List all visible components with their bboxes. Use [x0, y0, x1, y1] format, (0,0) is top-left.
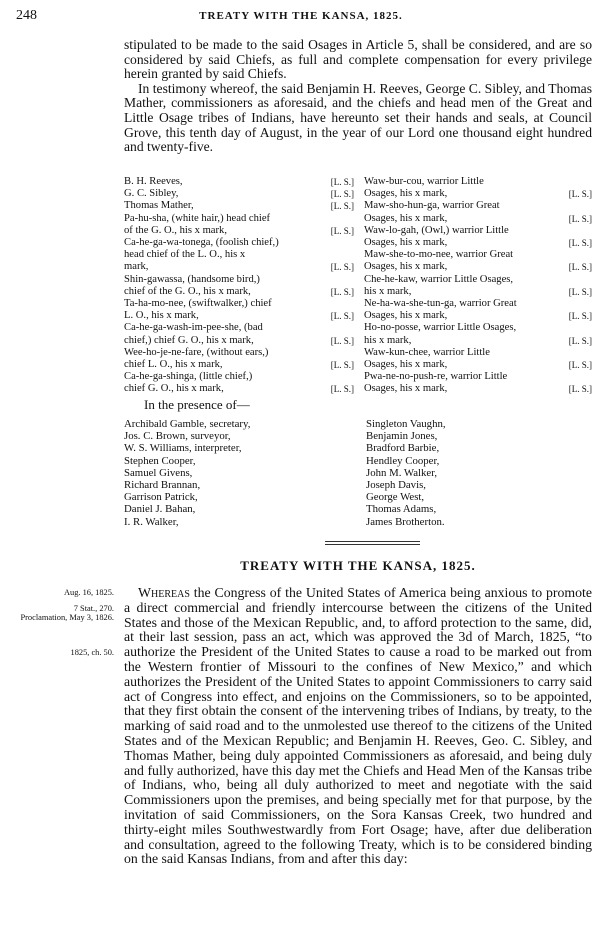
witness-name: Thomas Adams, [366, 503, 437, 516]
signature-line: Maw-she-to-mo-nee, warrior Great [364, 249, 514, 261]
presence-heading: In the presence of— [144, 397, 250, 412]
continuation-text: stipulated to be made to the said Osages in Article 5, shall be considered, and are so considered by said Chiefs, as full and complete compensation for every privilege herein granted by said Chiefs. [124, 37, 592, 82]
witness-name: Joseph Davis, [366, 479, 426, 492]
signature-line: chief,) chief G. O., his x mark, [124, 334, 254, 346]
seal-mark: [L. S.] [330, 384, 354, 395]
signature-line: Ca-he-ga-wa-tonega, (foolish chief,) [124, 237, 279, 249]
signature-line: Osages, his x mark, [364, 383, 448, 395]
signature-line: Pwa-ne-no-push-re, warrior Little [364, 371, 508, 383]
page-number: 248 [16, 8, 37, 23]
witness-name: Benjamin Jones, [366, 430, 438, 443]
signature-line: his x mark, [364, 285, 412, 297]
signature-line: of the G. O., his x mark, [124, 224, 227, 236]
signature-entry [124, 347, 354, 371]
signature-entry [364, 249, 592, 273]
signature-line: Ca-he-ga-wash-im-pee-she, (bad [124, 322, 263, 334]
section-divider [325, 541, 420, 542]
signature-entry [364, 274, 592, 298]
preamble-paragraph [124, 586, 592, 867]
signature-line: Shin-gawassa, (handsome bird,) [124, 273, 260, 285]
witness-name: Garrison Patrick, [124, 491, 198, 504]
signature-entry [364, 298, 592, 322]
signature-line: Osages, his x mark, [364, 261, 448, 273]
witness-name: George West, [366, 491, 425, 504]
seal-mark: [L. S.] [330, 177, 354, 187]
closing-paragraph [124, 38, 592, 155]
section-divider-2 [325, 544, 420, 545]
seal-mark: [L. S.] [568, 335, 592, 346]
margin-note-date: Aug. 16, 1825. [63, 588, 114, 597]
seal-mark: [L. S.] [330, 225, 354, 236]
margin-note-chapter: 1825, ch. 50. [70, 648, 114, 657]
signature-entry [364, 347, 592, 371]
signature-line: Maw-sho-hun-ga, warrior Great [364, 200, 500, 212]
witness-name: Jos. C. Brown, surveyor, [124, 430, 231, 443]
signature-entry [124, 237, 354, 274]
signature-line: B. H. Reeves, [124, 176, 183, 187]
witness-name: Daniel J. Bahan, [124, 503, 196, 516]
signature-line: L. O., his x mark, [124, 310, 199, 322]
signature-line: Osages, his x mark, [364, 188, 448, 200]
signature-line: Che-he-kaw, warrior Little Osages, [364, 273, 514, 285]
signature-line: Osages, his x mark, [364, 237, 448, 249]
testimony-text: In testimony whereof, the said Benjamin H. Reeves, George C. Sibley, and Thomas Mather, commissioners as aforesaid, and the chiefs and head men of the Great and Little Osage tribes of Indians, have hereunto set their hands and seals, at Council Grove, this tenth day of August, in the year of our Lord one thousand eight hundred and twenty-five. [124, 80, 592, 155]
signature-line: Ta-ha-mo-nee, (swiftwalker,) chief [124, 298, 272, 310]
seal-mark: [L. S.] [330, 286, 354, 297]
signature-entry [124, 371, 354, 395]
signature-entry [364, 225, 592, 249]
signature-entry [124, 188, 354, 200]
signature-line: Osages, his x mark, [364, 359, 448, 371]
witness-name: I. R. Walker, [124, 515, 179, 528]
preamble-body: the Congress of the United States of America being anxious to promote a direct commercial and friendly intercourse between the citizens of the United States and those of the Mexican Republic, and, to afford protection to the same, did, at their last session, pass an act, which was approved the 3d of March, 1825, “to authorize the President of the United States to cause a road to be marked out from the Western frontier of Missouri to the confines of New Mexico,” and which authorizes the President of the United States to appoint Commissioners to carry said act of Congress into effect, and enjoins on the Commissioners, so to be appointed, that they first obtain the consent of the intervening tribes of Indians, by treaty, to the marking of said road and to the unmolested use thereof to the citizens of the United States and of the Mexican Republic; and Benjamin H. Reeves, Geo. C. Sibley, and Thomas Mather, being duly appointed Commissioners as aforesaid, and being duly and fully authorized, have this day met the Chiefs and Head Men of the Kansas tribe of Indians, who, being all duly authorized to meet and negotiate with the said Commissioners upon the premises, and being specially met for that purpose, by the invitation of said Commissioners, on the Sora Kansas Creek, two hundred and thirty-eight miles Southwestwardly from Fort Osage; have, after due deliberation and consultation, agreed to the following Treaty, which is to be considered binding on the said Kansas Indians, from and after this day: [124, 585, 592, 867]
signature-entry [364, 371, 592, 395]
seal-mark: [L. S.] [568, 311, 592, 322]
seal-mark: [L. S.] [568, 262, 592, 273]
witnesses-left-column [124, 418, 250, 528]
seal-mark: [L. S.] [568, 360, 592, 371]
signature-line: Waw-bur-cou, warrior Little [364, 176, 484, 187]
signature-line: Ho-no-posse, warrior Little Osages, [364, 322, 517, 334]
signature-line: Pa-hu-sha, (white hair,) head chief [124, 212, 271, 224]
page-header [16, 8, 586, 26]
signature-entry [124, 200, 354, 212]
signature-line: Osages, his x mark, [364, 212, 448, 224]
signature-line: chief of the G. O., his x mark, [124, 285, 251, 297]
signature-entry [124, 213, 354, 237]
seal-mark: [L. S.] [568, 189, 592, 200]
signature-line: chief L. O., his x mark, [124, 359, 223, 371]
seal-mark: [L. S.] [330, 311, 354, 322]
witness-name: W. S. Williams, interpreter, [124, 442, 242, 455]
seal-mark: [L. S.] [330, 201, 354, 212]
signature-line: Waw-kun-chee, warrior Little [364, 346, 490, 358]
preamble-text [124, 586, 592, 867]
signature-line: Thomas Mather, [124, 200, 194, 212]
seal-mark: [L. S.] [330, 262, 354, 273]
margin-note-proclamation: Proclamation, May 3, 1826. [20, 613, 114, 622]
witness-name: Stephen Cooper, [124, 454, 196, 467]
signature-entry [124, 322, 354, 346]
treaty-title: TREATY WITH THE KANSA, 1825. [240, 558, 476, 573]
signature-line: mark, [124, 261, 149, 273]
witness-name: Archibald Gamble, secretary, [124, 418, 251, 430]
seal-mark: [L. S.] [568, 384, 592, 395]
seal-mark: [L. S.] [330, 189, 354, 200]
signature-line: Wee-ho-je-ne-fare, (without ears,) [124, 346, 269, 358]
signature-entry [364, 176, 592, 200]
signature-line: Ca-he-ga-shinga, (little chief,) [124, 371, 253, 383]
signatures-left-column [124, 176, 354, 396]
witness-name: Singleton Vaughn, [366, 418, 446, 430]
witnesses-right-column [366, 418, 446, 528]
signatures-right-column [364, 176, 592, 396]
signature-line: chief G. O., his x mark, [124, 383, 224, 395]
witness-name: Samuel Givens, [124, 466, 193, 479]
witness-name: Bradford Barbie, [366, 442, 440, 455]
signature-line: Osages, his x mark, [364, 310, 448, 322]
seal-mark: [L. S.] [568, 213, 592, 224]
signature-line: head chief of the L. O., his x [124, 249, 246, 261]
signature-entry [364, 200, 592, 224]
signature-line: Waw-lo-gah, (Owl,) warrior Little [364, 224, 509, 236]
signature-line: G. C. Sibley, [124, 188, 179, 200]
signature-line: Ne-ha-wa-she-tun-ga, warrior Great [364, 298, 517, 310]
seal-mark: [L. S.] [330, 335, 354, 346]
signature-line: his x mark, [364, 334, 412, 346]
running-title: TREATY WITH THE KANSA, 1825. [199, 10, 403, 22]
seal-mark: [L. S.] [568, 286, 592, 297]
witness-name: Hendley Cooper, [366, 454, 440, 467]
signature-entry [124, 298, 354, 322]
witness-name: Richard Brannan, [124, 479, 201, 492]
signature-entry [364, 322, 592, 346]
witness-name: James Brotherton. [366, 515, 445, 528]
witness-name: John M. Walker, [366, 466, 438, 479]
seal-mark: [L. S.] [330, 360, 354, 371]
preamble-first-word: Whereas [138, 585, 190, 600]
signature-entry [124, 274, 354, 298]
signature-entry [124, 176, 354, 188]
seal-mark: [L. S.] [568, 238, 592, 249]
margin-note-statute: 7 Stat., 270. [73, 604, 114, 613]
